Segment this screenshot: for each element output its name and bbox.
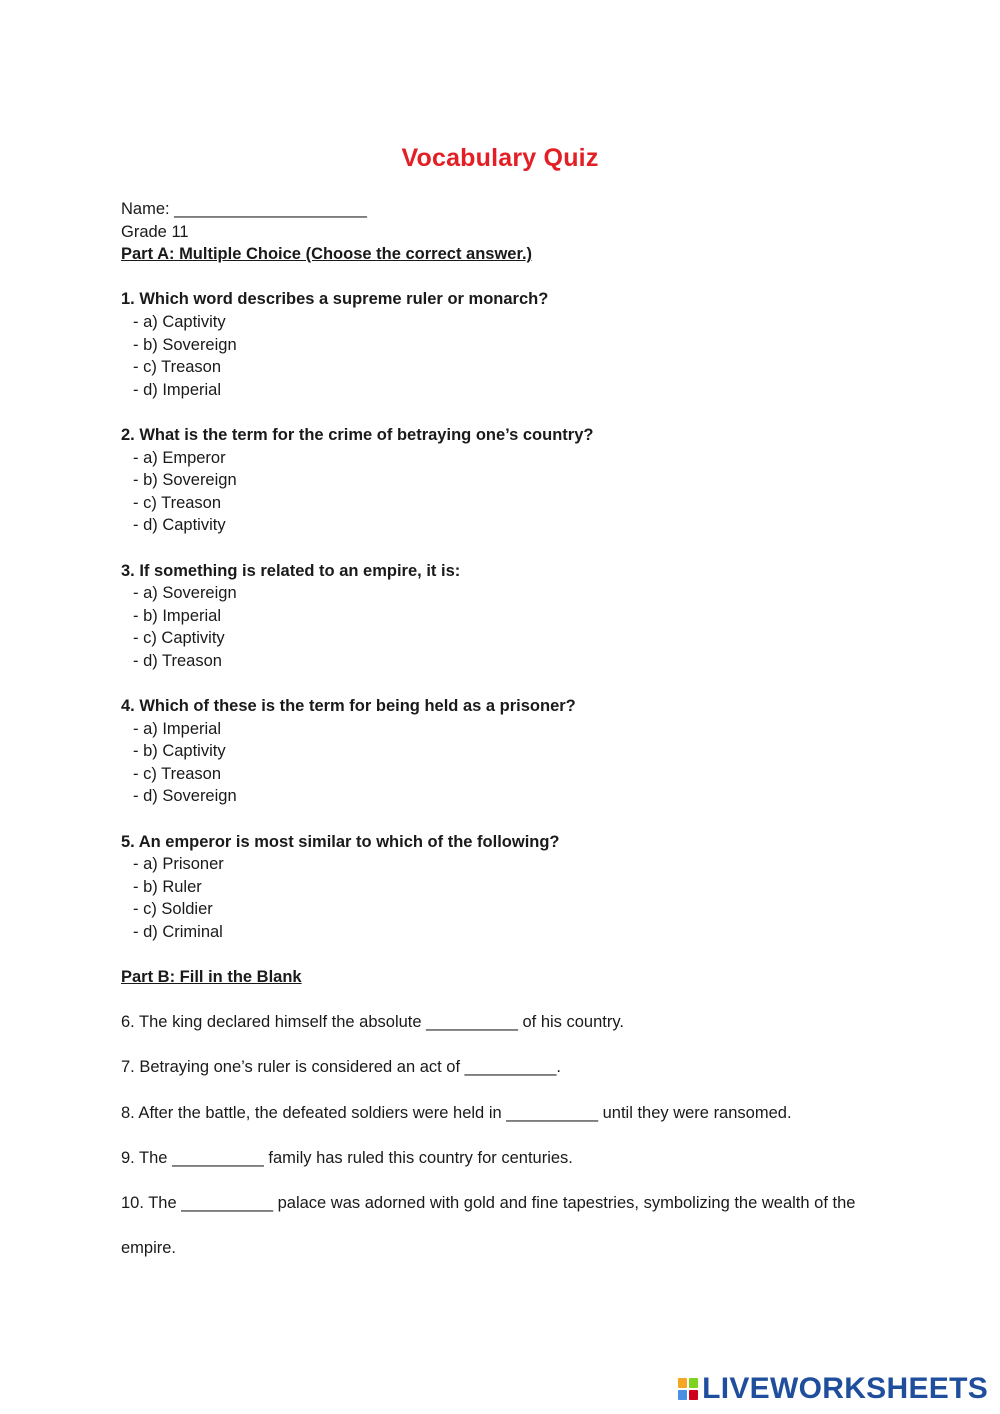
question-prompt: 5. An emperor is most similar to which of the following? xyxy=(121,832,560,851)
question-prompt: 4. Which of these is the term for being held as a prisoner? xyxy=(121,697,576,716)
answer-option: - b) Sovereign xyxy=(133,335,237,354)
answer-option: - c) Captivity xyxy=(133,629,225,648)
fill-in-sentence-continued: empire. xyxy=(121,1238,177,1257)
name-field-line: Name: _____________________ xyxy=(121,200,367,218)
logo-square xyxy=(678,1378,687,1388)
answer-option: - d) Captivity xyxy=(133,516,226,535)
part-b-heading: Part B: Fill in the Blank xyxy=(121,968,302,987)
answer-option: - a) Imperial xyxy=(133,719,222,738)
liveworksheets-wordmark: LIVEWORKSHEETS xyxy=(702,1372,988,1405)
liveworksheets-logo-icon xyxy=(678,1378,698,1400)
grade-label: Grade 11 xyxy=(121,222,189,241)
worksheet-content xyxy=(121,198,901,1282)
page-title: Vocabulary Quiz xyxy=(401,144,599,172)
fill-in-sentence: 7. Betraying one’s ruler is considered an act of __________. xyxy=(121,1058,561,1077)
answer-option: - b) Ruler xyxy=(133,877,202,896)
fill-in-sentence: 9. The __________ family has ruled this country for centuries. xyxy=(121,1148,573,1167)
question-prompt: 2. What is the term for the crime of betraying one’s country? xyxy=(121,425,594,444)
fill-in-sentence: 10. The __________ palace was adorned with gold and fine tapestries, symbolizing the wealth of the xyxy=(121,1193,856,1212)
answer-option: - c) Treason xyxy=(133,493,222,512)
answer-option: - b) Imperial xyxy=(133,606,222,625)
fill-in-sentence: 6. The king declared himself the absolute __________ of his country. xyxy=(121,1013,624,1032)
answer-option: - c) Treason xyxy=(133,764,222,783)
answer-option: - a) Emperor xyxy=(133,448,226,467)
fill-in-sentence: 8. After the battle, the defeated soldiers were held in __________ until they were ransomed. xyxy=(121,1103,792,1122)
part-a-heading: Part A: Multiple Choice (Choose the correct answer.) xyxy=(121,245,533,264)
question-prompt: 1. Which word describes a supreme ruler or monarch? xyxy=(121,290,549,309)
question-prompt: 3. If something is related to an empire, it is: xyxy=(121,561,461,580)
answer-option: - d) Treason xyxy=(133,651,222,670)
answer-option: - c) Soldier xyxy=(133,900,213,919)
answer-option: - b) Captivity xyxy=(133,742,226,761)
answer-option: - d) Criminal xyxy=(133,923,223,941)
answer-option: - a) Sovereign xyxy=(133,584,237,603)
logo-square xyxy=(689,1390,698,1400)
answer-option: - c) Treason xyxy=(133,358,222,377)
answer-option: - a) Prisoner xyxy=(133,855,224,874)
answer-option: - b) Sovereign xyxy=(133,471,237,490)
liveworksheets-brand xyxy=(678,1372,988,1406)
logo-square xyxy=(689,1378,698,1388)
answer-option: - d) Imperial xyxy=(133,380,222,399)
logo-square xyxy=(678,1390,687,1400)
answer-option: - a) Captivity xyxy=(133,312,226,331)
answer-option: - d) Sovereign xyxy=(133,787,237,806)
